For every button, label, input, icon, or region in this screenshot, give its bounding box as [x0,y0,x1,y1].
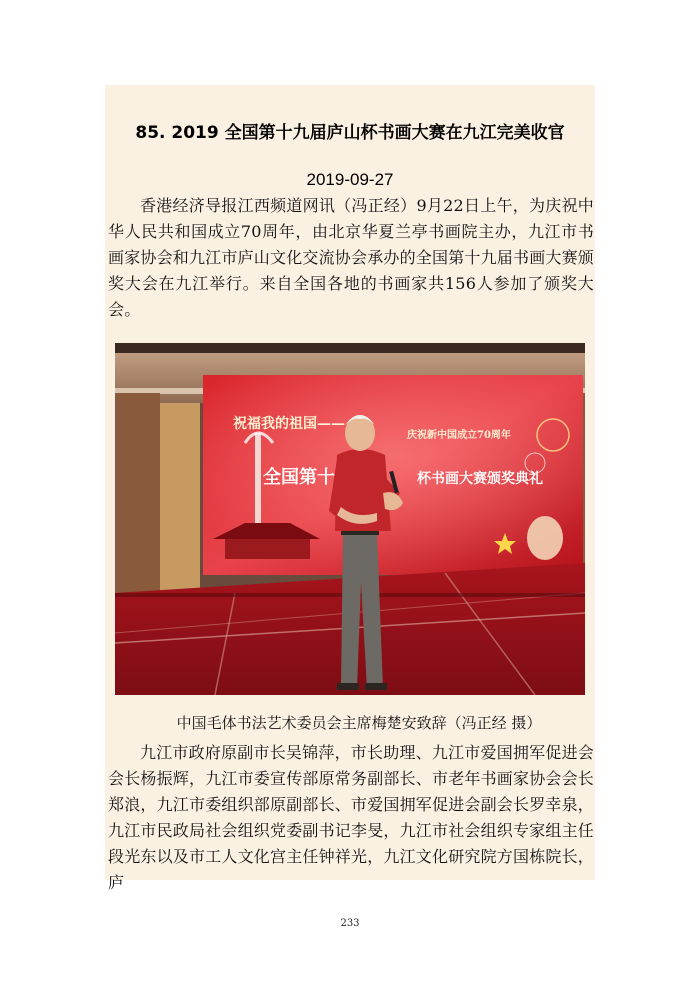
paragraph-attendees: 九江市政府原副市长吴锦萍，市长助理、九江市爱国拥军促进会会长杨振辉，九江市委宣传部原常务副部长、市老年书画家协会会长郑浪，九江市委组织部原副部长、市爱国拥军促进会副会长罗幸泉，九江市民政局社会组织党委副书记李旻，九江市社会组织专家组主任段光东以及市工人文化宫主任钟祥光，九江文化研究院方国栋院长，庐 [108,743,595,892]
banner-line1-left: 祝福我的祖国—— [233,416,345,432]
page-number: 233 [340,918,360,929]
event-photo [115,343,585,695]
banner-line2-right: 杯书画大赛颁奖典礼 [417,471,543,487]
article-title: 85. 2019 全国第十九届庐山杯书画大赛在九江完美收官 [135,123,565,143]
banner-line2-left: 全国第十 [263,467,335,488]
paragraph-intro: 香港经济导报江西频道网讯（冯正经）9月22日上午，为庆祝中华人民共和国成立70周年，由北京华夏兰亭书画院主办，九江市书画家协会和九江市庐山文化交流协会承办的全国第十九届书画大赛颁奖大会在九江举行。来自全国各地的书画家共156人参加了颁奖大会。 [108,196,595,319]
event-photo-illustration [115,343,585,695]
banner-line1-right: 庆祝新中国成立70周年 [407,430,511,441]
article-date: 2019-09-27 [306,170,394,189]
photo-caption: 中国毛体书法艺术委员会主席梅楚安致辞（冯正经 摄） [176,714,542,732]
